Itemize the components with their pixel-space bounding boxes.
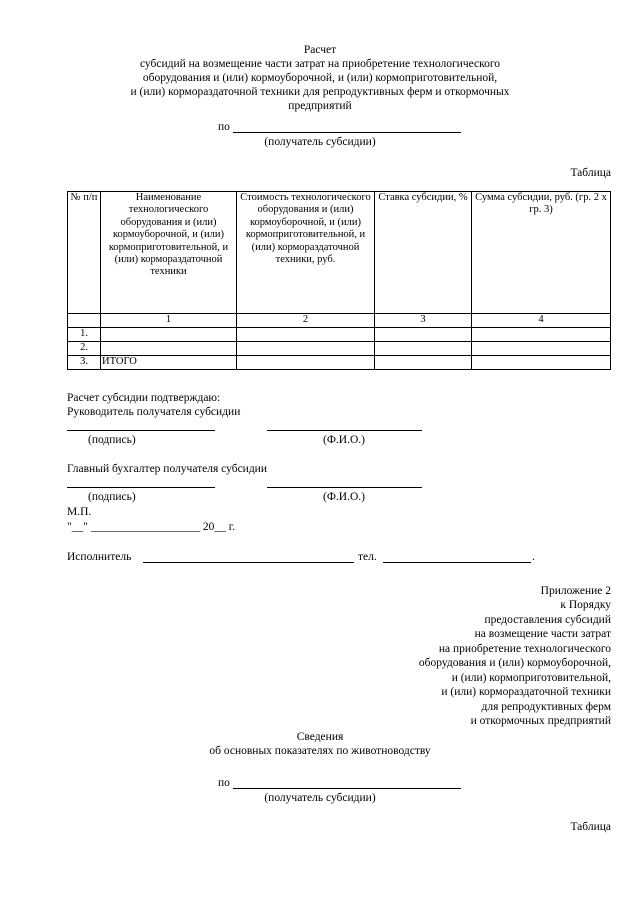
signature-caption: (подпись) [88,434,136,446]
stamp-place: М.П. [67,506,92,518]
appendix-line: Приложение 2 [540,585,611,597]
table-cell [375,342,472,356]
table-cell [375,328,472,342]
table-cell [472,356,611,370]
fio-line [267,487,422,488]
appendix-line: и (или) кормоприготовительной, [451,672,611,684]
table-cell [375,356,472,370]
date-line: "__" ___________________ 20__ г. [67,521,236,533]
appendix-line: и откормочных предприятий [470,715,611,727]
table-cell: 3. [68,356,101,370]
table-cell [237,328,375,342]
column-number: 2 [237,314,375,328]
table-cell: 2. [68,342,101,356]
po-label: по [218,777,230,789]
tel-line [383,562,531,563]
po-label: по [218,121,230,133]
appendix-line: для репродуктивных ферм [481,701,611,713]
table-cell [101,328,237,342]
chief-accountant: Главный бухгалтер получателя субсидии [67,463,267,475]
info-subtitle: об основных показателях по животноводству [209,745,431,757]
signature-caption: (подпись) [88,491,136,503]
tel-label: тел. [358,551,377,563]
header-cell: Наименование технологического оборудования и (или) кормоуборочной, и (или) кормоприготовительной, и (или) кормораздаточной техники [101,192,237,314]
appendix-line: на приобретение технологического [438,643,611,655]
recipient-line [233,788,461,789]
header-cell: Сумма субсидии, руб. (гр. 2 x гр. 3) [472,192,611,314]
title-line-2: оборудования и (или) кормоуборочной, и (или) кормоприготовительной, [142,72,498,84]
appendix-line: к Порядку [560,599,611,611]
signature-line [67,487,215,488]
header-cell: № п/п [68,192,101,314]
column-number: 4 [472,314,611,328]
column-number [68,314,101,328]
title-line-4: предприятий [288,100,352,112]
recipient-caption: (получатель субсидии) [264,136,376,148]
table-label: Таблица [570,167,611,179]
executor-line [143,562,354,563]
table-row [68,328,611,342]
doc-title: Расчет [303,44,337,56]
appendix-line: оборудования и (или) кормоуборочной, [418,657,611,669]
signature-line [67,430,215,431]
table-cell: 1. [68,328,101,342]
table-cell [101,342,237,356]
appendix-line: на возмещение части затрат [474,628,611,640]
subsidy-table [67,191,611,370]
tel-end: . [532,551,535,563]
header-cell: Ставка субсидии, % [375,192,472,314]
recipient-caption: (получатель субсидии) [264,792,376,804]
table-cell [472,328,611,342]
table-row [68,342,611,356]
table-cell: ИТОГО [101,356,237,370]
head-of-recipient: Руководитель получателя субсидии [67,406,241,418]
fio-caption: (Ф.И.О.) [323,434,365,446]
appendix-line: и (или) кормораздаточной техники [441,686,611,698]
confirm-line: Расчет субсидии подтверждаю: [67,392,221,404]
fio-line [267,430,422,431]
header-cell: Стоимость технологического оборудования и (или) кормоуборочной, и (или) кормоприготовительной, и (или) кормораздаточной техники, руб. [237,192,375,314]
fio-caption: (Ф.И.О.) [323,491,365,503]
appendix-line: предоставления субсидий [484,614,611,626]
executor-label: Исполнитель [67,551,132,563]
table-cell [237,342,375,356]
recipient-line [233,132,461,133]
table-cell [472,342,611,356]
column-number: 1 [101,314,237,328]
table-header-row [68,192,611,314]
column-number: 3 [375,314,472,328]
title-line-1: субсидий на возмещение части затрат на приобретение технологического [139,58,501,70]
column-number-row [68,314,611,328]
table-label: Таблица [570,821,611,833]
table-row [68,356,611,370]
info-title: Сведения [296,731,344,743]
title-line-3: и (или) кормораздаточной техники для репродуктивных ферм и откормочных [130,86,510,98]
table-cell [237,356,375,370]
